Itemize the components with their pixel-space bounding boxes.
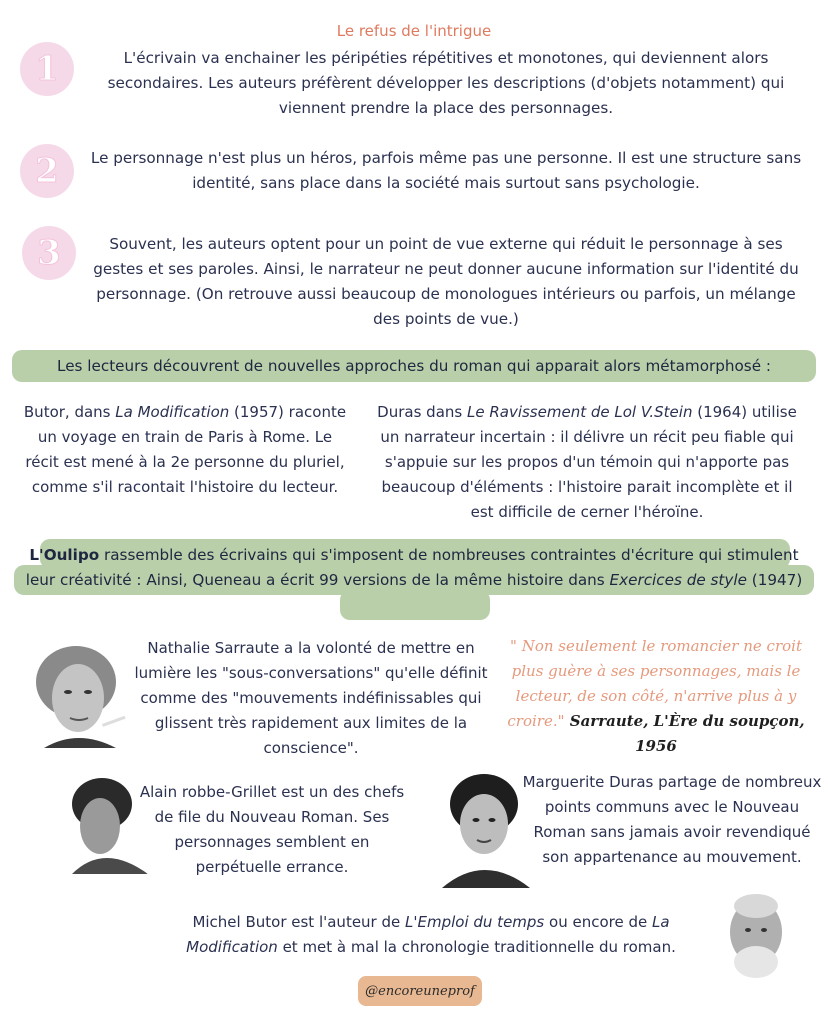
page-title: Le refus de l'intrigue <box>336 22 492 40</box>
robbe-grillet-text: Alain robbe-Grillet est un des chefs de file du Nouveau Roman. Ses personnages semblent en perpétuelle errance. <box>139 783 405 876</box>
point-2-text: Le personnage n'est plus un héros, parfois même pas une personne. Il est une structure sans identité, sans place dans la société mais surtout sans psychologie. <box>90 149 802 192</box>
duras-column <box>368 400 806 525</box>
duras-col-pre: Duras dans <box>377 403 467 421</box>
point-1-text: L'écrivain va enchainer les péripéties répétitives et monotones, qui deviennent alors secondaires. Les auteurs préfèrent développer les descriptions (d'objets notamment) qui viennent prendre la place des personnages. <box>107 49 785 117</box>
author-handle-tag: @encoreuneprof <box>358 976 482 1006</box>
butor-bio-title2: La Modification <box>186 913 670 956</box>
oulipo-post: (1947) <box>746 571 803 589</box>
sarraute-portrait <box>24 632 130 748</box>
sarraute-quote <box>506 634 806 759</box>
number-badge-1: 1 <box>20 42 74 96</box>
butor-bio-title1: L'Emploi du temps <box>405 913 545 931</box>
band-lecteurs-text: Les lecteurs découvrent de nouvelles approches du roman qui apparait alors métamorphosé : <box>57 357 771 375</box>
butor-column <box>20 400 350 500</box>
butor-col-pre: Butor, dans <box>23 403 116 421</box>
number-badge-3: 3 <box>22 226 76 280</box>
duras-bio-text: Marguerite Duras partage de nombreux points communs avec le Nouveau Roman sans jamais avoir revendiqué son appartenance au mouvement. <box>522 773 822 866</box>
butor-bio-pre: Michel Butor est l'auteur de <box>192 913 406 931</box>
sarraute-text: Nathalie Sarraute a la volonté de mettre en lumière les "sous-conversations" qu'elle définit comme des "mouvements indéfinissables qui glissent très rapidement aux limites de la conscience". <box>134 639 488 757</box>
oulipo-book-title: Exercices de style <box>609 571 747 589</box>
band-oulipo-text <box>14 543 814 593</box>
butor-col-post: (1957) raconte un voyage en train de Paris à Rome. Le récit est mené à la 2e personne du pluriel, comme s'il racontait l'histoire du lecteur. <box>25 403 347 496</box>
butor-bio-post: et met à mal la chronologie traditionnelle du roman. <box>277 938 676 956</box>
highlight-band-oulipo-3 <box>340 590 490 620</box>
duras-col-title: Le Ravissement de Lol V.Stein <box>466 403 693 421</box>
oulipo-label: L'Oulipo <box>29 546 100 564</box>
quote-source: Sarraute, L'Ère du soupçon, 1956 <box>564 712 805 755</box>
quote-text: " Non seulement le romancier ne croit plus guère à ses personnages, mais le lecteur, de son côté, n'arrive plus à y croire." <box>507 637 802 730</box>
duras-col-post: (1964) utilise un narrateur incertain : il délivre un récit peu fiable qui s'appuie sur les propos d'un témoin qui n'apporte pas beaucoup d'éléments : l'histoire parait incomplète et il est difficile de cerner l'héroïne. <box>380 403 797 521</box>
oulipo-text: rassemble des écrivains qui s'imposent de nombreuses contraintes d'écriture qui stimulent leur créativité : Ainsi, Queneau a écrit 99 versions de la même histoire dans <box>25 546 799 589</box>
butor-bio-text <box>150 910 712 960</box>
point-3-text: Souvent, les auteurs optent pour un point de vue externe qui réduit le personnage à ses gestes et ses paroles. Ainsi, le narrateur ne peut donner aucune information sur l'identité du personnage. (On retrouve aussi beaucoup de monologues intérieurs ou parfois, un mélange des points de vue.) <box>93 235 799 328</box>
number-badge-2: 2 <box>20 144 74 198</box>
butor-col-title: La Modification <box>115 403 230 421</box>
butor-portrait <box>716 884 794 988</box>
butor-bio-mid: ou encore de <box>544 913 652 931</box>
